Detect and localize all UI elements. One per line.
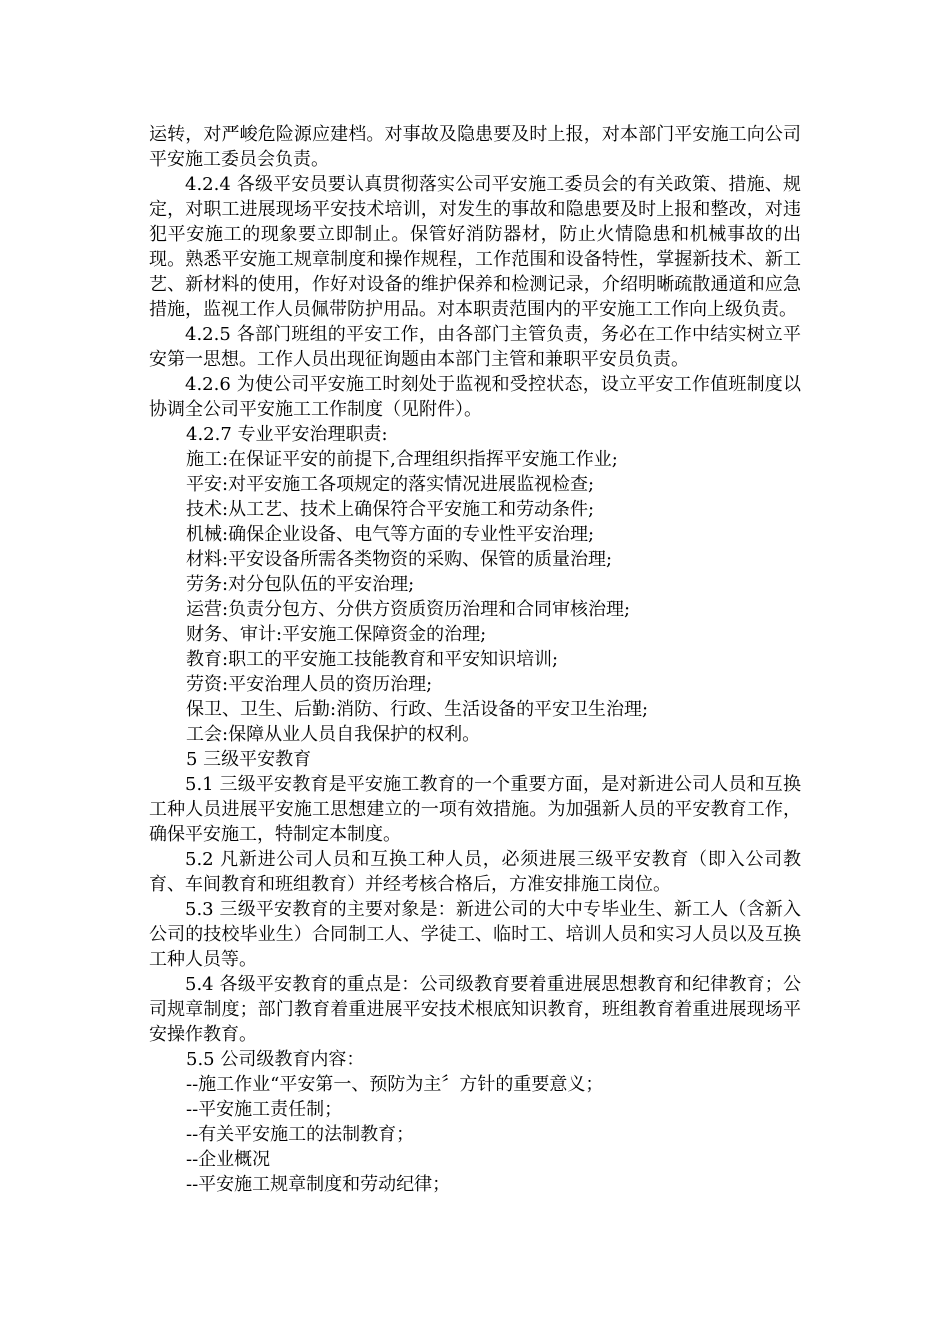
duty-item-technology: 技术:从工艺、技术上确保符合平安施工和劳动条件; [186,499,595,520]
paragraph-5-1: 5.1 三级平安教育是平安施工教育的一个重要方面，是对新进公司人员和互换工种人员进展平安施工思想建立的一项有效措施。为加强新人员的平安教育工作，确保平安施工，特制定本制度。 [149,774,801,845]
paragraph-5-2: 5.2 凡新进公司人员和互换工种人员，必须进展三级平安教育（即入公司教育、车间教育和班组教育）并经考核合格后，方准安排施工岗位。 [149,849,801,895]
list-item: --有关平安施工的法制教育； [186,1124,415,1145]
duty-item-machinery: 机械:确保企业设备、电气等方面的专业性平安治理; [186,524,595,545]
paragraph-4-2-5: 4.2.5 各部门班组的平安工作，由各部门主管负责，务必在工作中结实树立平安第一思想。工作人员出现征询题由本部门主管和兼职平安员负责。 [149,324,801,370]
list-item: --平安施工责任制； [186,1099,343,1120]
list-item: --施工作业“平安第一、预防为主〞方针的重要意义； [186,1074,604,1095]
duty-item-security: 保卫、卫生、后勤:消防、行政、生活设备的平安卫生治理; [186,699,649,720]
paragraph-continuation: 运转，对严峻危险源应建档。对事故及隐患要及时上报，对本部门平安施工向公司平安施工委员会负责。 [149,124,801,170]
section-5-heading: 5 三级平安教育 [186,749,312,770]
duty-item-safety: 平安:对平安施工各项规定的落实情况进展监视检查; [186,474,595,495]
paragraph-5-3: 5.3 三级平安教育的主要对象是：新进公司的大中专毕业生、新工人（含新入公司的技校毕业生）合同制工人、学徒工、临时工、培训人员和实习人员以及互换工种人员等。 [149,899,801,970]
paragraph-4-2-7-heading: 4.2.7 专业平安治理职责: [186,424,388,445]
duty-item-construction: 施工:在保证平安的前提下,合理组织指挥平安施工作业; [186,449,618,470]
paragraph-4-2-4: 4.2.4 各级平安员要认真贯彻落实公司平安施工委员会的有关政策、措施、规定，对职工进展现场平安技术培训，对发生的事故和隐患要及时上报和整改，对违犯平安施工的现象要立即制止。保管好消防器材，防止火情隐患和机械事故的出现。熟悉平安施工规章制度和操作规程，工作范围和设备特性，掌握新技术、新工艺、新材料的使用，作好对设备的维护保养和检测记录，介绍明晰疏散通道和应急措施，监视工作人员佩带防护用品。对本职责范围内的平安施工工作向上级负责。 [149,174,801,320]
paragraph-5-5-heading: 5.5 公司级教育内容： [186,1049,365,1070]
duty-item-labor: 劳务:对分包队伍的平安治理; [186,574,415,595]
duty-item-union: 工会:保障从业人员自我保护的权利。 [186,724,481,745]
duty-item-operations: 运营:负责分包方、分供方资质资历治理和合同审核治理; [186,599,631,620]
document-body [149,122,801,1197]
duty-item-finance: 财务、审计:平安施工保障资金的治理; [186,624,487,645]
duty-item-education: 教育:职工的平安施工技能教育和平安知识培训; [186,649,559,670]
duty-item-materials: 材料:平安设备所需各类物资的采购、保管的质量治理; [186,549,613,570]
list-item: --企业概况 [186,1149,271,1170]
paragraph-4-2-6: 4.2.6 为使公司平安施工时刻处于监视和受控状态，设立平安工作值班制度以协调全公司平安施工工作制度（见附件）。 [149,374,801,420]
duty-item-personnel: 劳资:平安治理人员的资历治理; [186,674,433,695]
list-item: --平安施工规章制度和劳动纪律； [186,1174,451,1195]
paragraph-5-4: 5.4 各级平安教育的重点是：公司级教育要着重进展思想教育和纪律教育；公司规章制度；部门教育着重进展平安技术根底知识教育，班组教育着重进展现场平安操作教育。 [149,974,801,1045]
